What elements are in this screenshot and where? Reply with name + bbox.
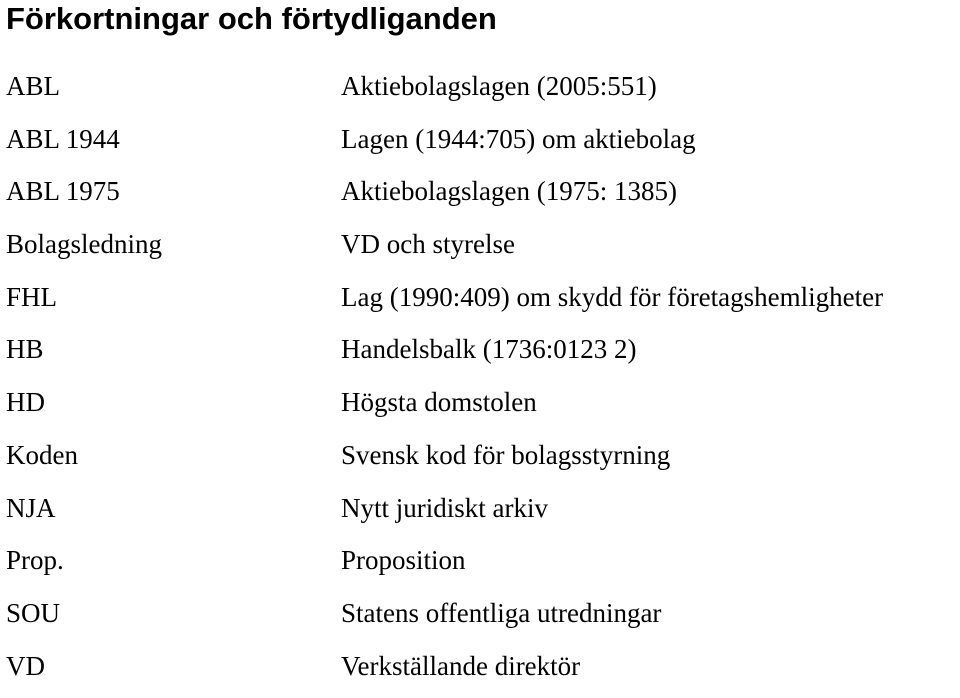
abbreviation-row	[0, 224, 960, 277]
abbreviation-expansion: Lag (1990:409) om skydd för företagshemligheter	[341, 281, 884, 312]
abbreviation-row	[0, 119, 960, 172]
abbreviation-expansion: Proposition	[341, 545, 466, 576]
abbreviation: NJA	[6, 492, 56, 523]
abbreviation: ABL	[6, 71, 60, 101]
abbreviation-row	[0, 435, 960, 488]
abbreviation-row	[0, 66, 960, 119]
abbreviation-row	[0, 540, 960, 593]
abbreviation-expansion: Lagen (1944:705) om aktiebolag	[341, 123, 696, 154]
abbreviation: Prop.	[6, 545, 64, 576]
abbreviation-expansion: Handelsbalk (1736:0123 2)	[341, 334, 637, 365]
abbreviation: ABL 1944	[6, 123, 120, 154]
abbreviation-expansion: Svensk kod för bolagsstyrning	[341, 439, 671, 470]
abbreviation-expansion: Verkställande direktör	[341, 650, 581, 681]
abbreviation-row	[0, 277, 960, 330]
abbreviation: Koden	[6, 439, 78, 470]
abbreviation: HD	[6, 387, 45, 418]
abbreviation-expansion: Aktiebolagslagen (1975: 1385)	[341, 176, 677, 207]
abbreviation: FHL	[6, 281, 58, 312]
abbreviation-expansion: Aktiebolagslagen (2005:551)	[341, 71, 657, 101]
abbreviation-row	[0, 329, 960, 382]
abbreviation: ABL 1975	[6, 176, 120, 207]
abbreviation: SOU	[6, 597, 61, 628]
abbreviation-row	[0, 593, 960, 646]
abbreviation: VD	[6, 650, 45, 681]
abbreviation-expansion: Statens offentliga utredningar	[341, 597, 662, 628]
abbreviation-row	[0, 382, 960, 435]
abbreviation-expansion: VD och styrelse	[341, 229, 515, 260]
abbreviation-row	[0, 646, 960, 698]
page-title: Förkortningar och förtydliganden	[6, 1, 497, 36]
abbreviation-row	[0, 171, 960, 224]
abbreviation-row	[0, 488, 960, 541]
abbreviation-expansion: Nytt juridiskt arkiv	[341, 492, 548, 523]
abbreviation: Bolagsledning	[6, 229, 162, 260]
abbreviation-expansion: Högsta domstolen	[341, 387, 537, 418]
abbreviation-list	[0, 66, 960, 698]
abbreviation: HB	[6, 334, 44, 365]
